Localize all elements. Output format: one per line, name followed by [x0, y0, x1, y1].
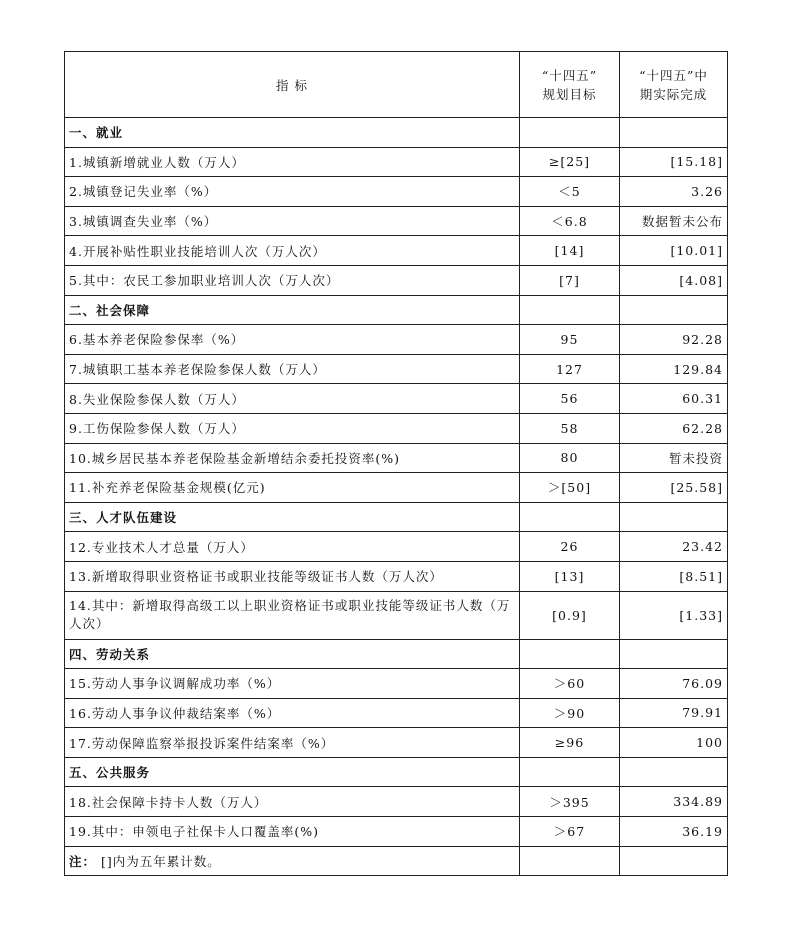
header-actual: [620, 52, 728, 118]
indicator-name: 11.补充养老保险基金规模(亿元): [65, 473, 520, 503]
table-body: [65, 52, 728, 847]
indicator-name: 3.城镇调查失业率（%）: [65, 206, 520, 236]
section-empty-actual: [620, 757, 728, 787]
table-row: [65, 591, 728, 639]
note-empty-target: [520, 846, 620, 876]
actual-value: [10.01]: [620, 236, 728, 266]
target-value: 58: [520, 413, 620, 443]
indicator-name: 12.专业技术人才总量（万人）: [65, 532, 520, 562]
note-cell: [65, 846, 520, 876]
table-row: [65, 384, 728, 414]
indicator-table: [64, 51, 728, 876]
section-empty-target: [520, 118, 620, 148]
section-row: [65, 639, 728, 669]
target-value: ＞60: [520, 669, 620, 699]
actual-value: 92.28: [620, 325, 728, 355]
note-label: 注：: [69, 853, 97, 869]
actual-value: 334.89: [620, 787, 728, 817]
table-row: [65, 561, 728, 591]
section-empty-target: [520, 757, 620, 787]
section-empty-target: [520, 639, 620, 669]
indicator-name: 9.工伤保险参保人数（万人）: [65, 413, 520, 443]
indicator-name: 13.新增取得职业资格证书或职业技能等级证书人数（万人次）: [65, 561, 520, 591]
indicator-name: 1.城镇新增就业人数（万人）: [65, 147, 520, 177]
target-value: 95: [520, 325, 620, 355]
actual-value: [4.08]: [620, 265, 728, 295]
section-row: [65, 757, 728, 787]
table-row: [65, 325, 728, 355]
section-row: [65, 502, 728, 532]
target-value: ＜5: [520, 177, 620, 207]
header-actual-line1: “十四五”中: [639, 67, 708, 83]
table-row: [65, 698, 728, 728]
indicator-name: 10.城乡居民基本养老保险基金新增结余委托投资率(%): [65, 443, 520, 473]
table-row: [65, 669, 728, 699]
header-target-line2: 规划目标: [542, 86, 597, 102]
target-value: [14]: [520, 236, 620, 266]
indicator-name: 15.劳动人事争议调解成功率（%）: [65, 669, 520, 699]
actual-value: 23.42: [620, 532, 728, 562]
indicator-name: 16.劳动人事争议仲裁结案率（%）: [65, 698, 520, 728]
target-value: ＞90: [520, 698, 620, 728]
target-value: ＜6.8: [520, 206, 620, 236]
section-empty-target: [520, 295, 620, 325]
actual-value: [8.51]: [620, 561, 728, 591]
note-text: []内为五年累计数。: [101, 853, 221, 869]
actual-value: 36.19: [620, 817, 728, 847]
section-title: 二、社会保障: [65, 295, 520, 325]
table-row: [65, 817, 728, 847]
table-row: [65, 265, 728, 295]
section-title: 三、人才队伍建设: [65, 502, 520, 532]
actual-value: 暂未投资: [620, 443, 728, 473]
section-empty-actual: [620, 118, 728, 148]
table-row: [65, 236, 728, 266]
actual-value: 62.28: [620, 413, 728, 443]
target-value: [0.9]: [520, 591, 620, 639]
table-row: [65, 787, 728, 817]
actual-value: [15.18]: [620, 147, 728, 177]
table-row: [65, 413, 728, 443]
target-value: 26: [520, 532, 620, 562]
section-row: [65, 295, 728, 325]
target-value: ＞395: [520, 787, 620, 817]
target-value: 80: [520, 443, 620, 473]
section-empty-actual: [620, 295, 728, 325]
target-value: 127: [520, 354, 620, 384]
section-row: [65, 118, 728, 148]
actual-value: [1.33]: [620, 591, 728, 639]
table-row: [65, 354, 728, 384]
table-row: [65, 443, 728, 473]
table-row: [65, 728, 728, 758]
header-indicator: 指 标: [65, 52, 520, 118]
table-row: [65, 473, 728, 503]
header-row: [65, 52, 728, 118]
note-row: [65, 846, 728, 876]
table-row: [65, 147, 728, 177]
table-row: [65, 177, 728, 207]
indicator-name: 7.城镇职工基本养老保险参保人数（万人）: [65, 354, 520, 384]
actual-value: 60.31: [620, 384, 728, 414]
section-empty-target: [520, 502, 620, 532]
actual-value: 129.84: [620, 354, 728, 384]
indicator-name: 8.失业保险参保人数（万人）: [65, 384, 520, 414]
indicator-name: 18.社会保障卡持卡人数（万人）: [65, 787, 520, 817]
target-value: ＞67: [520, 817, 620, 847]
actual-value: 100: [620, 728, 728, 758]
actual-value: [25.58]: [620, 473, 728, 503]
section-empty-actual: [620, 639, 728, 669]
section-empty-actual: [620, 502, 728, 532]
target-value: 56: [520, 384, 620, 414]
indicator-name: 4.开展补贴性职业技能培训人次（万人次）: [65, 236, 520, 266]
header-target: [520, 52, 620, 118]
indicator-name: 5.其中：农民工参加职业培训人次（万人次）: [65, 265, 520, 295]
table-row: [65, 206, 728, 236]
note-empty-actual: [620, 846, 728, 876]
target-value: [7]: [520, 265, 620, 295]
actual-value: 79.91: [620, 698, 728, 728]
actual-value: 76.09: [620, 669, 728, 699]
indicator-name: 17.劳动保障监察举报投诉案件结案率（%）: [65, 728, 520, 758]
indicator-name: 14.其中：新增取得高级工以上职业资格证书或职业技能等级证书人数（万人次）: [65, 591, 520, 639]
section-title: 一、就业: [65, 118, 520, 148]
actual-value: 数据暂未公布: [620, 206, 728, 236]
target-value: ＞[50]: [520, 473, 620, 503]
section-title: 四、劳动关系: [65, 639, 520, 669]
header-target-line1: “十四五”: [541, 67, 598, 83]
actual-value: 3.26: [620, 177, 728, 207]
indicator-name: 2.城镇登记失业率（%）: [65, 177, 520, 207]
target-value: ≥[25]: [520, 147, 620, 177]
target-value: ≥96: [520, 728, 620, 758]
table-row: [65, 532, 728, 562]
target-value: [13]: [520, 561, 620, 591]
indicator-name: 6.基本养老保险参保率（%）: [65, 325, 520, 355]
header-actual-line2: 期实际完成: [639, 86, 708, 102]
indicator-name: 19.其中：申领电子社保卡人口覆盖率(%): [65, 817, 520, 847]
section-title: 五、公共服务: [65, 757, 520, 787]
